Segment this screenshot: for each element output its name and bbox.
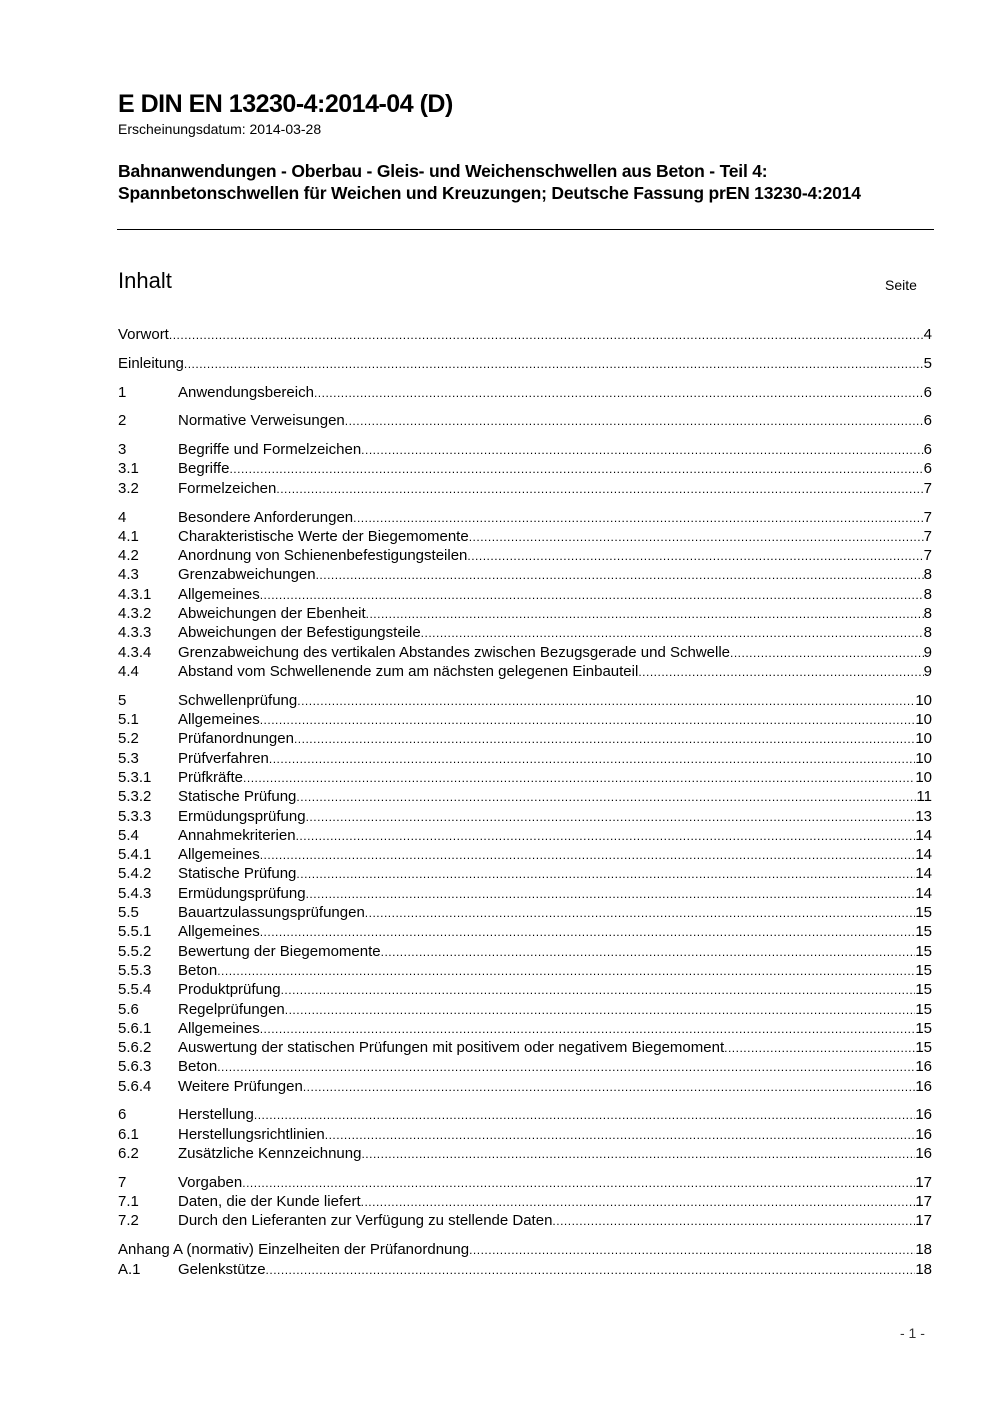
toc-entry-number: 3.1	[118, 460, 139, 478]
toc-entry-number: 5.4.1	[118, 846, 152, 864]
toc-entry[interactable]	[118, 768, 932, 787]
toc-entry[interactable]	[118, 1019, 932, 1038]
toc-entry[interactable]	[118, 508, 932, 527]
dot-leader	[260, 1020, 916, 1039]
toc-entry-number: 4	[118, 508, 127, 526]
toc-entry[interactable]	[118, 1057, 932, 1076]
toc-entry[interactable]	[118, 411, 932, 430]
toc-entry[interactable]	[118, 1260, 932, 1279]
toc-entry-page: 14	[915, 846, 932, 864]
toc-entry-page: 15	[915, 942, 932, 960]
dot-leader	[281, 981, 916, 1000]
toc-entry[interactable]	[118, 826, 932, 845]
dot-leader	[276, 480, 923, 499]
toc-entry[interactable]	[118, 479, 932, 498]
toc-entry[interactable]	[118, 565, 932, 584]
toc-entry-page: 11	[916, 788, 932, 806]
toc-entry[interactable]	[118, 1173, 932, 1192]
dot-leader	[467, 547, 923, 566]
toc-entry-page: 10	[915, 768, 932, 786]
toc-entry[interactable]	[118, 1144, 932, 1163]
toc-entry-page: 7	[923, 479, 932, 497]
toc-group	[118, 1105, 932, 1163]
toc-entry-title: Begriffe	[178, 460, 230, 478]
toc-entry[interactable]	[118, 942, 932, 961]
toc-entry-number: 5	[118, 691, 127, 709]
dot-leader	[469, 528, 924, 547]
toc-entry-number: 7.1	[118, 1193, 139, 1211]
toc-entry-title: Herstellungsrichtlinien	[178, 1125, 325, 1143]
toc-entry[interactable]	[118, 1211, 932, 1230]
toc-entry-title: Schwellenprüfung	[178, 691, 298, 709]
toc-entry-page: 15	[915, 1039, 932, 1057]
toc-entry-title: Gelenkstütze	[178, 1260, 266, 1278]
dot-leader	[314, 384, 924, 403]
toc-entry-number: 2	[118, 412, 127, 430]
dot-leader	[242, 1174, 915, 1193]
toc-entry-number: 5.6.3	[118, 1058, 152, 1076]
page-column-label: Seite	[885, 277, 917, 293]
table-of-contents	[118, 325, 932, 1288]
toc-entry-page: 6	[923, 441, 932, 459]
document-id: E DIN EN 13230-4:2014-04 (D)	[118, 90, 453, 118]
toc-entry-title: Abstand vom Schwellenende zum am nächsten gelegenen Einbauteil	[178, 662, 639, 680]
toc-entry-number: 4.3	[118, 566, 139, 584]
dot-leader	[296, 827, 916, 846]
toc-entry-title: Annahmekriterien	[178, 826, 296, 844]
toc-entry-title: Prüfkräfte	[178, 768, 244, 786]
toc-entry-number: 5.6	[118, 1000, 139, 1018]
toc-entry[interactable]	[118, 749, 932, 768]
toc-entry-page: 15	[915, 1000, 932, 1018]
toc-entry[interactable]	[118, 961, 932, 980]
toc-entry[interactable]	[118, 383, 932, 402]
toc-entry[interactable]	[118, 527, 932, 546]
toc-entry-number: 5.5.4	[118, 981, 152, 999]
toc-group	[118, 691, 932, 1096]
toc-entry[interactable]	[118, 807, 932, 826]
toc-entry-number: 5.5	[118, 904, 139, 922]
toc-entry-number: A.1	[118, 1260, 141, 1278]
toc-entry-title: Herstellung	[178, 1106, 254, 1124]
toc-entry-page: 17	[915, 1173, 932, 1191]
toc-entry-page: 9	[923, 662, 932, 680]
toc-entry-page: 10	[915, 730, 932, 748]
dot-leader	[184, 355, 924, 374]
dot-leader	[325, 1126, 916, 1145]
toc-entry-page: 13	[915, 807, 932, 825]
toc-entry-page: 16	[915, 1145, 932, 1163]
toc-entry-page: 6	[923, 412, 932, 430]
toc-entry-page: 17	[915, 1193, 932, 1211]
dot-leader	[285, 1001, 916, 1020]
toc-entry[interactable]	[118, 845, 932, 864]
toc-entry-title: Durch den Lieferanten zur Verfügung zu stellende Daten	[178, 1212, 553, 1230]
toc-entry-number: 5.4.2	[118, 865, 152, 883]
toc-entry-title: Vorwort	[118, 326, 169, 343]
toc-entry-page: 8	[923, 605, 932, 623]
toc-entry-number: 1	[118, 383, 127, 401]
toc-entry[interactable]	[118, 710, 932, 729]
toc-entry-page: 15	[915, 981, 932, 999]
toc-entry-title: Abweichungen der Ebenheit	[178, 605, 366, 623]
dot-leader	[316, 566, 924, 585]
toc-group	[118, 325, 932, 344]
dot-leader	[353, 509, 924, 528]
dot-leader	[365, 904, 916, 923]
toc-entry-title: Statische Prüfung	[178, 788, 297, 806]
toc-entry-title: Charakteristische Werte der Biegemomente	[178, 527, 469, 545]
toc-entry[interactable]	[118, 662, 932, 681]
toc-entry-page: 5	[923, 354, 932, 372]
toc-entry-page: 16	[915, 1106, 932, 1124]
toc-group	[118, 1173, 932, 1231]
toc-entry[interactable]	[118, 546, 932, 565]
toc-entry-page: 18	[915, 1260, 932, 1278]
toc-entry-number: 5.3	[118, 749, 139, 767]
dot-leader	[260, 711, 916, 730]
toc-group	[118, 411, 932, 430]
toc-entry-title: Allgemeines	[178, 923, 260, 941]
toc-entry[interactable]	[118, 459, 932, 478]
toc-entry[interactable]	[118, 604, 932, 623]
toc-entry-title: Einleitung	[118, 354, 184, 372]
toc-entry-number: 5.3.1	[118, 768, 152, 786]
dot-leader	[366, 605, 924, 624]
toc-entry-page: 8	[923, 566, 932, 584]
toc-entry-title: Grenzabweichung des vertikalen Abstandes zwischen Bezugsgerade und Schwelle	[178, 643, 731, 661]
toc-entry-page: 15	[915, 1019, 932, 1037]
toc-entry-title: Besondere Anforderungen	[178, 508, 354, 526]
toc-entry-page: 17	[915, 1212, 932, 1230]
toc-entry[interactable]	[118, 922, 932, 941]
toc-entry-title: Statische Prüfung	[178, 865, 297, 883]
toc-entry-number: 5.6.2	[118, 1039, 152, 1057]
toc-entry-page: 18	[915, 1241, 932, 1259]
dot-leader	[361, 441, 923, 460]
page-number: - 1 -	[900, 1325, 925, 1341]
toc-entry-title: Formelzeichen	[178, 479, 277, 497]
toc-entry-number: 4.1	[118, 527, 139, 545]
toc-entry-number: 4.3.2	[118, 605, 152, 623]
toc-entry-title: Anhang A (normativ) Einzelheiten der Prüfanordnung	[118, 1241, 470, 1259]
toc-group	[118, 383, 932, 402]
dot-leader	[730, 644, 924, 663]
toc-group	[118, 508, 932, 682]
dot-leader	[724, 1039, 915, 1058]
toc-entry-title: Prüfanordnungen	[178, 730, 294, 748]
toc-entry-title: Ermüdungsprüfung	[178, 807, 306, 825]
dot-leader	[303, 1078, 916, 1097]
toc-group	[118, 354, 932, 373]
toc-entry[interactable]	[118, 440, 932, 459]
toc-entry[interactable]	[118, 1077, 932, 1096]
toc-entry-page: 6	[923, 460, 932, 478]
toc-entry[interactable]	[118, 903, 932, 922]
toc-entry-page: 7	[923, 547, 932, 565]
dot-leader	[254, 1106, 915, 1125]
toc-entry-title: Produktprüfung	[178, 981, 281, 999]
toc-entry[interactable]	[118, 884, 932, 903]
dot-leader	[552, 1212, 915, 1231]
toc-entry-number: 6	[118, 1106, 127, 1124]
toc-entry[interactable]	[118, 585, 932, 604]
toc-entry-title: Daten, die der Kunde liefert	[178, 1193, 361, 1211]
toc-entry-title: Bewertung der Biegemomente	[178, 942, 381, 960]
dot-leader	[217, 962, 915, 981]
toc-entry-page: 16	[915, 1125, 932, 1143]
dot-leader	[260, 923, 916, 942]
toc-entry-page: 8	[923, 585, 932, 603]
dot-leader	[638, 663, 923, 682]
dot-leader	[361, 1145, 915, 1164]
toc-entry-number: 4.3.3	[118, 624, 152, 642]
dot-leader	[361, 1193, 916, 1212]
toc-entry-number: 6.1	[118, 1125, 139, 1143]
toc-entry-page: 7	[923, 508, 932, 526]
dot-leader	[243, 769, 915, 788]
toc-group	[118, 1240, 932, 1279]
toc-entry-title: Normative Verweisungen	[178, 412, 345, 430]
toc-entry-number: 6.2	[118, 1145, 139, 1163]
toc-entry-title: Prüfverfahren	[178, 749, 269, 767]
toc-entry-number: 4.2	[118, 547, 139, 565]
toc-entry-page: 9	[923, 643, 932, 661]
toc-entry-title: Beton	[178, 961, 218, 979]
toc-entry[interactable]	[118, 623, 932, 642]
dot-leader	[306, 885, 916, 904]
toc-entry[interactable]	[118, 729, 932, 748]
toc-entry-title: Regelprüfungen	[178, 1000, 285, 1018]
toc-entry-page: 7	[923, 527, 932, 545]
dot-leader	[260, 846, 916, 865]
toc-entry-title: Abweichungen der Befestigungsteile	[178, 624, 421, 642]
toc-entry-number: 5.3.3	[118, 807, 152, 825]
document-title: Bahnanwendungen - Oberbau - Gleis- und Weichenschwellen aus Beton - Teil 4: Spannbetonschwellen für Weichen und Kreuzungen; Deutsche Fassung prEN 13230-4:2014	[118, 161, 861, 203]
toc-entry[interactable]	[118, 691, 932, 710]
toc-entry[interactable]	[118, 787, 932, 806]
toc-entry-title: Allgemeines	[178, 585, 260, 603]
toc-entry-title: Bauartzulassungsprüfungen	[178, 904, 365, 922]
toc-entry[interactable]	[118, 1192, 932, 1211]
toc-entry-title: Zusätzliche Kennzeichnung	[178, 1145, 362, 1163]
dot-leader	[260, 586, 924, 605]
dot-leader	[297, 692, 915, 711]
toc-entry-page: 15	[915, 961, 932, 979]
toc-entry[interactable]	[118, 643, 932, 662]
toc-entry-number: 5.5.2	[118, 942, 152, 960]
toc-entry-number: 4.3.1	[118, 585, 152, 603]
toc-entry-number: 3	[118, 441, 127, 459]
toc-entry[interactable]	[118, 864, 932, 883]
toc-entry-page: 15	[915, 904, 932, 922]
toc-entry-number: 4.4	[118, 662, 139, 680]
toc-entry-title: Anwendungsbereich	[178, 383, 314, 401]
toc-entry-page: 14	[915, 884, 932, 902]
toc-entry-title: Begriffe und Formelzeichen	[178, 441, 362, 459]
dot-leader	[381, 943, 916, 962]
toc-entry[interactable]	[118, 325, 932, 344]
toc-entry-page: 8	[923, 624, 932, 642]
toc-entry-number: 5.6.4	[118, 1077, 152, 1095]
dot-leader	[296, 788, 916, 807]
toc-entry[interactable]	[118, 1105, 932, 1124]
toc-entry-page: 6	[923, 383, 932, 401]
toc-entry-title: Allgemeines	[178, 846, 260, 864]
toc-entry-page: 10	[915, 691, 932, 709]
toc-entry-title: Auswertung der statischen Prüfungen mit positivem oder negativem Biegemoment	[178, 1039, 725, 1057]
dot-leader	[306, 808, 916, 827]
toc-entry-page: 10	[915, 711, 932, 729]
toc-entry-number: 3.2	[118, 479, 139, 497]
toc-entry-page: 14	[915, 865, 932, 883]
toc-heading: Inhalt	[118, 268, 172, 293]
toc-entry[interactable]	[118, 980, 932, 999]
toc-entry-number: 5.5.1	[118, 923, 152, 941]
toc-entry-page: 15	[915, 923, 932, 941]
toc-entry-title: Weitere Prüfungen	[178, 1077, 303, 1095]
dot-leader	[469, 1241, 915, 1260]
dot-leader	[169, 326, 924, 345]
toc-entry-number: 5.4.3	[118, 884, 152, 902]
toc-entry[interactable]	[118, 1240, 932, 1259]
dot-leader	[266, 1261, 916, 1280]
toc-entry[interactable]	[118, 1000, 932, 1019]
toc-entry-page: 16	[915, 1077, 932, 1095]
toc-entry-page: 14	[915, 826, 932, 844]
dot-leader	[345, 412, 924, 431]
toc-entry-number: 5.2	[118, 730, 139, 748]
toc-entry-number: 5.4	[118, 826, 139, 844]
toc-entry-number: 5.3.2	[118, 788, 152, 806]
dot-leader	[296, 865, 915, 884]
toc-entry-number: 7.2	[118, 1212, 139, 1230]
toc-group	[118, 440, 932, 498]
toc-entry-page: 16	[915, 1058, 932, 1076]
toc-entry-title: Ermüdungsprüfung	[178, 884, 306, 902]
toc-entry-number: 7	[118, 1173, 127, 1191]
title-divider	[117, 229, 934, 230]
toc-entry-title: Beton	[178, 1058, 218, 1076]
toc-entry-title: Vorgaben	[178, 1173, 243, 1191]
toc-entry-number: 5.6.1	[118, 1019, 152, 1037]
toc-entry-title: Allgemeines	[178, 1019, 260, 1037]
toc-entry-page: 4	[923, 326, 932, 343]
dot-leader	[229, 460, 923, 479]
toc-entry-number: 5.1	[118, 711, 139, 729]
publication-date: Erscheinungsdatum: 2014-03-28	[118, 121, 322, 137]
dot-leader	[294, 730, 915, 749]
toc-entry-page: 10	[915, 749, 932, 767]
dot-leader	[217, 1058, 915, 1077]
dot-leader	[269, 750, 915, 769]
toc-entry[interactable]	[118, 1125, 932, 1144]
toc-entry[interactable]	[118, 354, 932, 373]
toc-entry-title: Grenzabweichungen	[178, 566, 316, 584]
toc-entry-number: 5.5.3	[118, 961, 152, 979]
toc-entry-number: 4.3.4	[118, 643, 152, 661]
toc-entry[interactable]	[118, 1038, 932, 1057]
toc-entry-title: Allgemeines	[178, 711, 260, 729]
dot-leader	[421, 624, 924, 643]
toc-entry-title: Anordnung von Schienenbefestigungsteilen	[178, 547, 468, 565]
